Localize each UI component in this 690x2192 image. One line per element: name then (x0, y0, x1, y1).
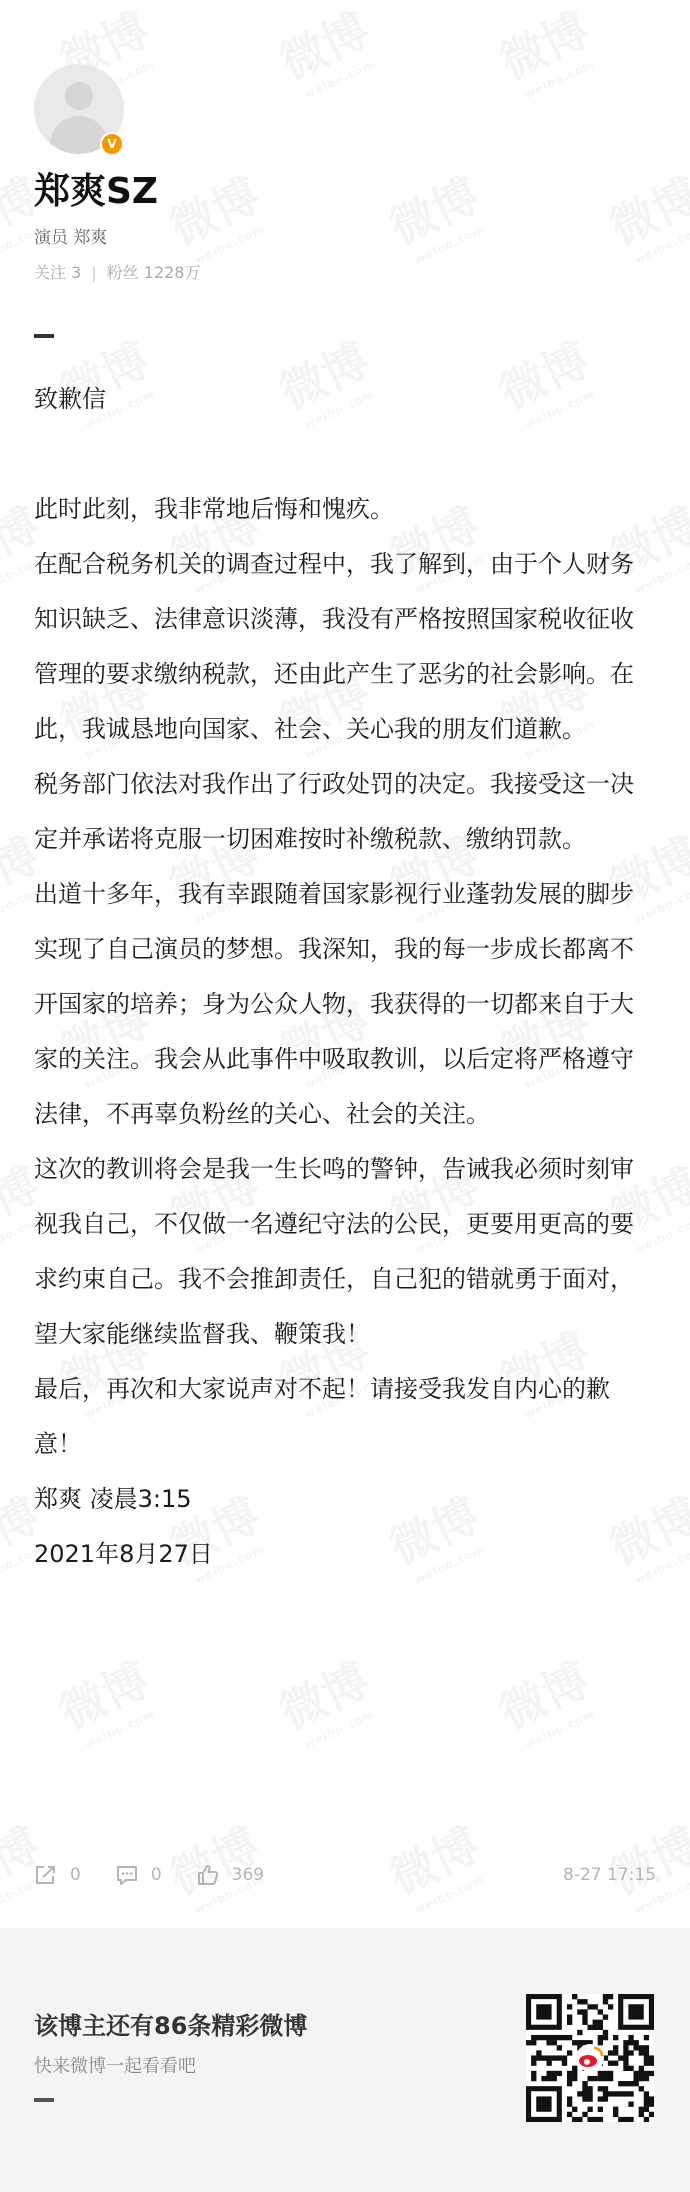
post-paragraph: 出道十多年，我有幸跟随着国家影视行业蓬勃发展的脚步实现了自己演员的梦想。我深知，我的每一步成长都离不开国家的培养；身为公众人物，我获得的一切都来自于大家的关注。我会从此事件中吸取教训，以后定将严格遵守法律，不再辜负粉丝的关心、社会的关注。 (34, 880, 634, 1128)
followers-count[interactable]: 粉丝 1228万 (106, 263, 201, 283)
comment-icon (115, 1864, 139, 1886)
following-count[interactable]: 关注 3 (34, 263, 82, 283)
verified-badge-icon: V (100, 132, 124, 156)
like-count: 369 (231, 1865, 265, 1885)
section-divider (34, 334, 54, 338)
repost-icon (34, 1864, 58, 1886)
comment-count: 0 (150, 1865, 162, 1885)
watermark-text (488, 1644, 605, 1754)
footer-divider (34, 2098, 54, 2102)
post-timestamp: 8-27 17:15 (563, 1865, 656, 1885)
post-content (34, 372, 656, 1582)
post-date: 2021年8月27日 (34, 1540, 213, 1568)
qr-code-icon (526, 1994, 654, 2122)
profile-name[interactable]: 郑爽SZ (34, 171, 159, 212)
footer-subtitle: 快来微博一起看看吧 (34, 2056, 196, 2077)
thumbs-up-icon (196, 1864, 220, 1886)
post-heading: 致歉信 (34, 385, 106, 413)
profile-header (34, 64, 654, 283)
post-paragraph: 在配合税务机关的调查过程中，我了解到，由于个人财务知识缺乏、法律意识淡薄，我没有严格按照国家税收征收管理的要求缴纳税款，还由此产生了恶劣的社会影响。在此，我诚恳地向国家、社会、关心我的朋友们道歉。 (34, 550, 634, 743)
watermark-text (268, 1644, 385, 1754)
footer-title: 该博主还有86条精彩微博 (34, 2012, 308, 2040)
post-paragraph: 税务部门依法对我作出了行政处罚的决定。我接受这一决定并承诺将克服一切困难按时补缴税款、缴纳罚款。 (34, 770, 634, 853)
watermark-text (48, 1644, 165, 1754)
like-button[interactable] (196, 1864, 264, 1886)
post-paragraph: 最后，再次和大家说声对不起！请接受我发自内心的歉意！ (34, 1375, 610, 1458)
profile-title: 演员 郑爽 (34, 228, 108, 249)
repost-count: 0 (70, 1865, 81, 1885)
profile-stats (34, 260, 654, 283)
comment-button[interactable] (115, 1864, 162, 1886)
post-action-bar (34, 1858, 656, 1892)
qr-code[interactable] (526, 1994, 654, 2122)
repost-button[interactable] (34, 1864, 81, 1886)
post-paragraph: 此时此刻，我非常地后悔和愧疚。 (34, 495, 394, 523)
post-signature: 郑爽 凌晨3:15 (34, 1485, 192, 1513)
stats-divider: | (91, 263, 97, 283)
post-paragraph: 这次的教训将会是我一生长鸣的警钟，告诫我必须时刻审视我自己，不仅做一名遵纪守法的公民，更要用更高的要求约束自己。我不会推卸责任，自己犯的错就勇于面对，望大家能继续监督我、鞭策我！ (34, 1155, 634, 1348)
footer-promo (0, 1928, 690, 2192)
